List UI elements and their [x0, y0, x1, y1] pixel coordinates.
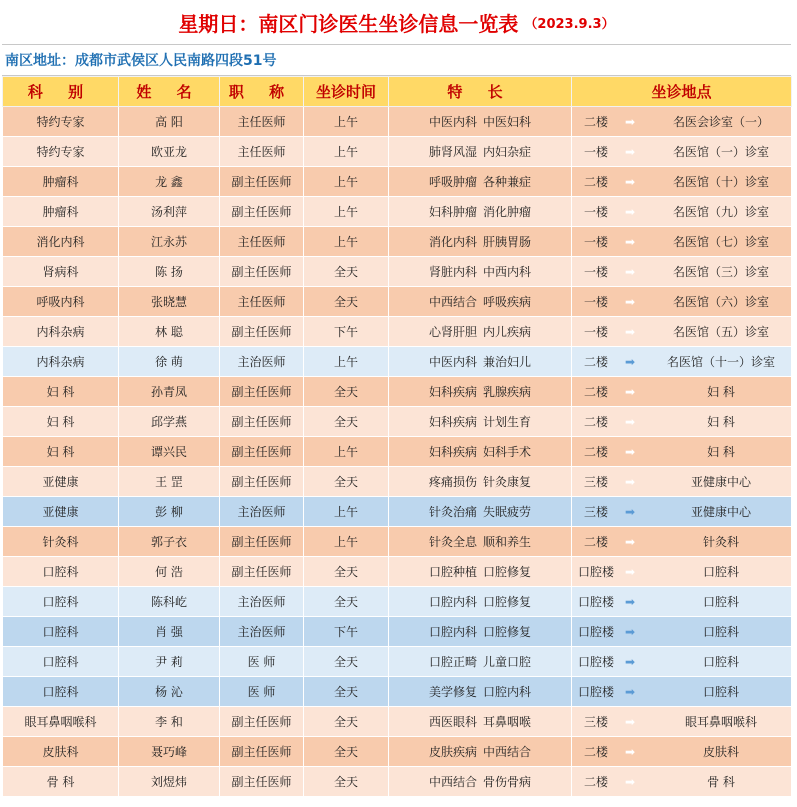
cell-specialty	[389, 437, 572, 467]
cell-specialty	[389, 137, 572, 167]
table-row	[3, 557, 792, 587]
cell-title: 主任医师	[220, 227, 304, 257]
specialty-primary: 心肾肝胆	[428, 325, 477, 339]
specialty-primary: 疼痛损伤	[428, 475, 477, 489]
location-floor: 口腔楼	[577, 655, 614, 669]
cell-name: 邱学燕	[119, 407, 220, 437]
location-room: 口腔科	[702, 655, 739, 669]
arrow-right-icon: ➡	[624, 145, 636, 159]
cell-title: 副主任医师	[220, 557, 304, 587]
location-floor: 二楼	[583, 115, 608, 129]
location-floor: 一楼	[583, 145, 608, 159]
cell-title: 主治医师	[220, 617, 304, 647]
arrow-right-icon: ➡	[624, 595, 636, 609]
specialty-primary: 妇科肿瘤	[428, 205, 477, 219]
specialty-secondary: 口腔修复	[483, 565, 532, 579]
cell-time: 上午	[304, 497, 389, 527]
cell-specialty	[389, 737, 572, 767]
cell-location	[572, 617, 792, 647]
specialty-secondary: 耳鼻咽喉	[483, 715, 532, 729]
specialty-primary: 中医内科	[428, 355, 477, 369]
cell-time: 上午	[304, 197, 389, 227]
cell-time: 下午	[304, 617, 389, 647]
cell-specialty	[389, 257, 572, 287]
cell-specialty	[389, 677, 572, 707]
location-floor: 一楼	[583, 265, 608, 279]
cell-time: 全天	[304, 767, 389, 797]
specialty-primary: 中西结合	[428, 295, 477, 309]
cell-title: 副主任医师	[220, 437, 304, 467]
title-date: （2023.9.3）	[524, 16, 615, 32]
table-row	[3, 677, 792, 707]
cell-dept: 骨 科	[3, 767, 119, 797]
cell-location	[572, 197, 792, 227]
cell-name: 彭 柳	[119, 497, 220, 527]
location-room: 名医馆（五）诊室	[672, 325, 769, 339]
cell-dept: 针灸科	[3, 527, 119, 557]
arrow-right-icon: ➡	[624, 655, 636, 669]
cell-dept: 口腔科	[3, 677, 119, 707]
specialty-primary: 皮肤疾病	[428, 745, 477, 759]
cell-dept: 肾病科	[3, 257, 119, 287]
table-row	[3, 767, 792, 797]
cell-name: 郭子衣	[119, 527, 220, 557]
location-room: 口腔科	[702, 595, 739, 609]
location-floor: 二楼	[583, 175, 608, 189]
specialty-primary: 肺肾风湿	[428, 145, 477, 159]
cell-specialty	[389, 527, 572, 557]
cell-dept: 皮肤科	[3, 737, 119, 767]
cell-name: 汤利萍	[119, 197, 220, 227]
header-dept: 科 别	[3, 77, 119, 107]
cell-dept: 肿瘤科	[3, 167, 119, 197]
location-room: 名医馆（一）诊室	[672, 145, 769, 159]
location-room: 眼耳鼻咽喉科	[684, 715, 757, 729]
table-row	[3, 317, 792, 347]
location-floor: 一楼	[583, 205, 608, 219]
cell-location	[572, 137, 792, 167]
cell-location	[572, 347, 792, 377]
arrow-right-icon: ➡	[624, 535, 636, 549]
cell-time: 全天	[304, 677, 389, 707]
cell-title: 副主任医师	[220, 257, 304, 287]
cell-specialty	[389, 557, 572, 587]
location-floor: 二楼	[583, 355, 608, 369]
cell-location	[572, 317, 792, 347]
cell-name: 聂巧峰	[119, 737, 220, 767]
cell-specialty	[389, 227, 572, 257]
specialty-primary: 针灸全息	[428, 535, 477, 549]
specialty-secondary: 骨伤骨病	[483, 775, 532, 789]
cell-dept: 眼耳鼻咽喉科	[3, 707, 119, 737]
cell-specialty	[389, 767, 572, 797]
arrow-right-icon: ➡	[624, 115, 636, 129]
table-row	[3, 497, 792, 527]
cell-title: 主任医师	[220, 137, 304, 167]
cell-location	[572, 557, 792, 587]
table-row	[3, 647, 792, 677]
cell-specialty	[389, 167, 572, 197]
specialty-secondary: 中医妇科	[483, 115, 532, 129]
cell-name: 张晓慧	[119, 287, 220, 317]
cell-specialty	[389, 407, 572, 437]
specialty-secondary: 内妇杂症	[483, 145, 532, 159]
arrow-right-icon: ➡	[624, 715, 636, 729]
cell-location	[572, 467, 792, 497]
cell-specialty	[389, 617, 572, 647]
specialty-primary: 妇科疾病	[428, 445, 477, 459]
cell-time: 上午	[304, 437, 389, 467]
arrow-right-icon: ➡	[624, 745, 636, 759]
location-floor: 二楼	[583, 385, 608, 399]
cell-location	[572, 767, 792, 797]
arrow-right-icon: ➡	[624, 505, 636, 519]
specialty-secondary: 兼治妇儿	[483, 355, 532, 369]
cell-time: 上午	[304, 107, 389, 137]
cell-location	[572, 707, 792, 737]
cell-dept: 口腔科	[3, 557, 119, 587]
table-row	[3, 257, 792, 287]
location-room: 名医馆（九）诊室	[672, 205, 769, 219]
cell-time: 全天	[304, 287, 389, 317]
cell-location	[572, 677, 792, 707]
specialty-secondary: 儿童口腔	[483, 655, 532, 669]
location-room: 名医馆（十一）诊室	[666, 355, 775, 369]
location-floor: 二楼	[583, 415, 608, 429]
cell-name: 龙 鑫	[119, 167, 220, 197]
specialty-secondary: 各种兼症	[483, 175, 532, 189]
cell-specialty	[389, 347, 572, 377]
cell-location	[572, 287, 792, 317]
cell-title: 副主任医师	[220, 707, 304, 737]
specialty-secondary: 中西结合	[483, 745, 532, 759]
specialty-secondary: 针灸康复	[483, 475, 532, 489]
cell-dept: 妇 科	[3, 407, 119, 437]
specialty-secondary: 内儿疾病	[483, 325, 532, 339]
specialty-secondary: 失眠疲劳	[483, 505, 532, 519]
table-row	[3, 467, 792, 497]
arrow-right-icon: ➡	[624, 295, 636, 309]
address-text: 南区地址：成都市武侯区人民南路四段51号	[5, 53, 277, 69]
arrow-right-icon: ➡	[624, 565, 636, 579]
location-floor: 三楼	[583, 715, 608, 729]
arrow-right-icon: ➡	[624, 625, 636, 639]
location-floor: 二楼	[583, 535, 608, 549]
location-room: 妇 科	[707, 385, 735, 399]
cell-dept: 肿瘤科	[3, 197, 119, 227]
cell-title: 主治医师	[220, 347, 304, 377]
specialty-primary: 口腔正畸	[428, 655, 477, 669]
cell-name: 欧亚龙	[119, 137, 220, 167]
location-floor: 口腔楼	[577, 595, 614, 609]
arrow-right-icon: ➡	[624, 355, 636, 369]
header-title: 职 称	[220, 77, 304, 107]
cell-time: 全天	[304, 377, 389, 407]
cell-title: 主治医师	[220, 497, 304, 527]
specialty-secondary: 乳腺疾病	[483, 385, 532, 399]
cell-time: 全天	[304, 557, 389, 587]
header-specialty: 特 长	[389, 77, 572, 107]
cell-time: 全天	[304, 467, 389, 497]
location-room: 口腔科	[702, 625, 739, 639]
table-row	[3, 107, 792, 137]
cell-location	[572, 227, 792, 257]
cell-location	[572, 527, 792, 557]
location-room: 口腔科	[702, 685, 739, 699]
arrow-right-icon: ➡	[624, 685, 636, 699]
location-room: 妇 科	[707, 445, 735, 459]
cell-location	[572, 377, 792, 407]
cell-dept: 特约专家	[3, 137, 119, 167]
cell-name: 徐 萌	[119, 347, 220, 377]
cell-title: 副主任医师	[220, 197, 304, 227]
cell-time: 全天	[304, 647, 389, 677]
location-floor: 一楼	[583, 235, 608, 249]
cell-time: 全天	[304, 407, 389, 437]
location-room: 皮肤科	[702, 745, 739, 759]
cell-location	[572, 737, 792, 767]
cell-dept: 内科杂病	[3, 347, 119, 377]
specialty-primary: 口腔种植	[428, 565, 477, 579]
cell-name: 高 阳	[119, 107, 220, 137]
specialty-primary: 肾脏内科	[428, 265, 477, 279]
cell-name: 何 浩	[119, 557, 220, 587]
location-room: 口腔科	[702, 565, 739, 579]
specialty-secondary: 妇科手术	[483, 445, 532, 459]
cell-specialty	[389, 497, 572, 527]
table-row	[3, 437, 792, 467]
cell-dept: 口腔科	[3, 587, 119, 617]
cell-title: 副主任医师	[220, 317, 304, 347]
cell-name: 陈科屹	[119, 587, 220, 617]
cell-specialty	[389, 647, 572, 677]
location-room: 亚健康中心	[690, 475, 751, 489]
cell-location	[572, 437, 792, 467]
specialty-secondary: 呼吸疾病	[483, 295, 532, 309]
location-floor: 二楼	[583, 745, 608, 759]
cell-dept: 特约专家	[3, 107, 119, 137]
cell-title: 副主任医师	[220, 767, 304, 797]
doctor-schedule-table	[2, 76, 792, 797]
table-row	[3, 167, 792, 197]
location-floor: 一楼	[583, 325, 608, 339]
cell-name: 杨 沁	[119, 677, 220, 707]
location-floor: 口腔楼	[577, 565, 614, 579]
cell-specialty	[389, 317, 572, 347]
cell-time: 上午	[304, 347, 389, 377]
cell-name: 刘煜炜	[119, 767, 220, 797]
specialty-primary: 中医内科	[428, 115, 477, 129]
specialty-secondary: 口腔内科	[483, 685, 532, 699]
cell-title: 副主任医师	[220, 527, 304, 557]
cell-specialty	[389, 587, 572, 617]
specialty-primary: 口腔内科	[428, 625, 477, 639]
cell-time: 全天	[304, 587, 389, 617]
specialty-secondary: 计划生育	[483, 415, 532, 429]
location-floor: 三楼	[583, 505, 608, 519]
specialty-primary: 中西结合	[428, 775, 477, 789]
cell-name: 林 聪	[119, 317, 220, 347]
header-location: 坐诊地点	[572, 77, 792, 107]
cell-specialty	[389, 287, 572, 317]
cell-name: 江永苏	[119, 227, 220, 257]
cell-title: 副主任医师	[220, 167, 304, 197]
cell-dept: 口腔科	[3, 647, 119, 677]
table-row	[3, 287, 792, 317]
specialty-primary: 美学修复	[428, 685, 477, 699]
cell-title: 主治医师	[220, 587, 304, 617]
cell-name: 尹 莉	[119, 647, 220, 677]
cell-name: 肖 强	[119, 617, 220, 647]
cell-time: 上午	[304, 227, 389, 257]
arrow-right-icon: ➡	[624, 385, 636, 399]
cell-name: 谭兴民	[119, 437, 220, 467]
cell-dept: 消化内科	[3, 227, 119, 257]
page-title: 星期日：南区门诊医生坐诊信息一览表	[178, 11, 519, 36]
location-room: 名医馆（十）诊室	[672, 175, 769, 189]
header-name: 姓 名	[119, 77, 220, 107]
cell-specialty	[389, 107, 572, 137]
cell-title: 副主任医师	[220, 737, 304, 767]
location-floor: 口腔楼	[577, 625, 614, 639]
arrow-right-icon: ➡	[624, 175, 636, 189]
specialty-secondary: 顺和养生	[483, 535, 532, 549]
location-room: 名医会诊室（一）	[672, 115, 769, 129]
cell-specialty	[389, 707, 572, 737]
cell-title: 主任医师	[220, 287, 304, 317]
table-row	[3, 707, 792, 737]
cell-time: 上午	[304, 137, 389, 167]
specialty-primary: 妇科疾病	[428, 385, 477, 399]
cell-name: 王 罡	[119, 467, 220, 497]
cell-location	[572, 167, 792, 197]
cell-dept: 内科杂病	[3, 317, 119, 347]
cell-time: 上午	[304, 167, 389, 197]
schedule-sheet	[2, 0, 791, 797]
cell-location	[572, 587, 792, 617]
location-room: 骨 科	[707, 775, 735, 789]
cell-title: 副主任医师	[220, 407, 304, 437]
cell-location	[572, 497, 792, 527]
table-row	[3, 527, 792, 557]
location-floor: 口腔楼	[577, 685, 614, 699]
title-row	[2, 0, 791, 45]
table-row	[3, 407, 792, 437]
table-row	[3, 197, 792, 227]
specialty-primary: 西医眼科	[428, 715, 477, 729]
arrow-right-icon: ➡	[624, 415, 636, 429]
specialty-secondary: 消化肿瘤	[483, 205, 532, 219]
location-room: 名医馆（三）诊室	[672, 265, 769, 279]
cell-name: 孙青凤	[119, 377, 220, 407]
cell-title: 主任医师	[220, 107, 304, 137]
cell-specialty	[389, 197, 572, 227]
table-row	[3, 227, 792, 257]
table-row	[3, 737, 792, 767]
location-room: 针灸科	[702, 535, 739, 549]
cell-name: 李 和	[119, 707, 220, 737]
arrow-right-icon: ➡	[624, 325, 636, 339]
specialty-secondary: 中西内科	[483, 265, 532, 279]
arrow-right-icon: ➡	[624, 235, 636, 249]
cell-time: 全天	[304, 707, 389, 737]
address-row	[2, 45, 791, 76]
arrow-right-icon: ➡	[624, 265, 636, 279]
table-row	[3, 617, 792, 647]
location-room: 亚健康中心	[690, 505, 751, 519]
cell-dept: 妇 科	[3, 437, 119, 467]
cell-dept: 呼吸内科	[3, 287, 119, 317]
specialty-secondary: 口腔修复	[483, 625, 532, 639]
location-floor: 二楼	[583, 775, 608, 789]
specialty-primary: 消化内科	[428, 235, 477, 249]
header-time: 坐诊时间	[304, 77, 389, 107]
table-header-row	[3, 77, 792, 107]
location-floor: 二楼	[583, 445, 608, 459]
table-row	[3, 377, 792, 407]
cell-specialty	[389, 377, 572, 407]
cell-time: 下午	[304, 317, 389, 347]
location-room: 妇 科	[707, 415, 735, 429]
cell-dept: 妇 科	[3, 377, 119, 407]
cell-location	[572, 647, 792, 677]
location-room: 名医馆（六）诊室	[672, 295, 769, 309]
cell-name: 陈 扬	[119, 257, 220, 287]
arrow-right-icon: ➡	[624, 775, 636, 789]
specialty-secondary: 口腔修复	[483, 595, 532, 609]
cell-time: 全天	[304, 737, 389, 767]
specialty-secondary: 肝胰胃肠	[483, 235, 532, 249]
table-row	[3, 587, 792, 617]
cell-location	[572, 107, 792, 137]
cell-title: 医 师	[220, 677, 304, 707]
location-floor: 一楼	[583, 295, 608, 309]
cell-dept: 口腔科	[3, 617, 119, 647]
cell-time: 全天	[304, 257, 389, 287]
cell-title: 医 师	[220, 647, 304, 677]
cell-location	[572, 407, 792, 437]
location-room: 名医馆（七）诊室	[672, 235, 769, 249]
table-row	[3, 347, 792, 377]
cell-title: 副主任医师	[220, 377, 304, 407]
table-row	[3, 137, 792, 167]
cell-title: 副主任医师	[220, 467, 304, 497]
specialty-primary: 针灸治痛	[428, 505, 477, 519]
cell-specialty	[389, 467, 572, 497]
arrow-right-icon: ➡	[624, 445, 636, 459]
cell-location	[572, 257, 792, 287]
specialty-primary: 口腔内科	[428, 595, 477, 609]
cell-time: 上午	[304, 527, 389, 557]
arrow-right-icon: ➡	[624, 205, 636, 219]
cell-dept: 亚健康	[3, 467, 119, 497]
location-floor: 三楼	[583, 475, 608, 489]
specialty-primary: 呼吸肿瘤	[428, 175, 477, 189]
specialty-primary: 妇科疾病	[428, 415, 477, 429]
cell-dept: 亚健康	[3, 497, 119, 527]
arrow-right-icon: ➡	[624, 475, 636, 489]
